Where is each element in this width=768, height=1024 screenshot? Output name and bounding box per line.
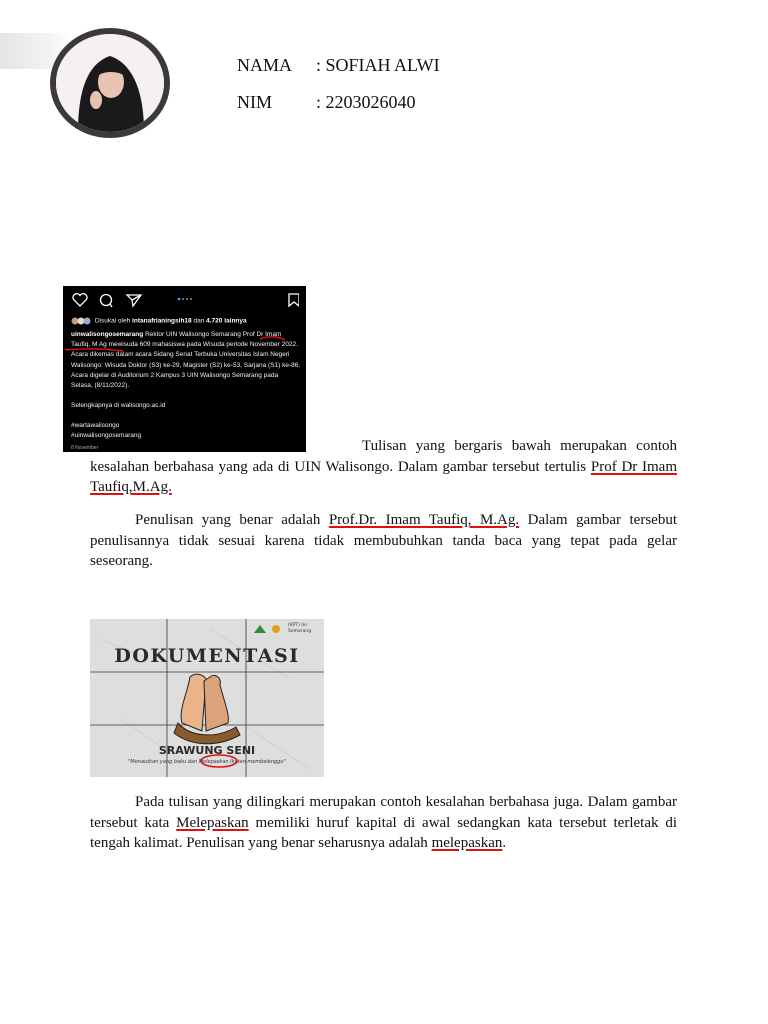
comment-icon (101, 295, 113, 308)
caption-body: Rektor UIN Walisongo Semarang Prof Dr Imam Taufiq, M Ag mewisuda 609 mahasiswa pada Wisuda periode November 2022. Acara dikemas dalam acara Sidang Senat Terbuka Universitas Islam Negeri Walisongo: Wisuda Doktor (S3) ke-29, Magister (S2) ke-53, Sarjana (S1) ke-86. Acara digelar di Auditorium 2 Kampus 3 UIN Walisongo Semarang pada Selasa, (8/11/2022). (71, 331, 301, 390)
hashtag-1: #wartawalisongo (71, 422, 120, 429)
caption-username: uinwalisongosemarang (71, 331, 144, 338)
underlined-word-correct: melepaskan (431, 835, 503, 851)
dokumentasi-poster (90, 619, 324, 777)
more-link: Selengkapnya di walisongo.ac.id (71, 402, 166, 409)
hashtag-2: #uinwalisongosemarang (71, 432, 142, 439)
likes-line: Disukai oleh intanafrianingsih18 dan 4.720 lainnya (71, 317, 247, 326)
name-value: : SOFIAH ALWI (316, 55, 440, 75)
bookmark-icon (289, 294, 299, 306)
instagram-action-bar (71, 292, 299, 308)
name-label: NAMA (237, 55, 293, 75)
underlined-word-capital: Melepaskan (176, 814, 249, 831)
hijab-person-illustration (56, 34, 164, 132)
name-row (237, 55, 440, 76)
paragraph-3: Pada tulisan yang dilingkari merupakan contoh kesalahan berbahasa juga. Dalam gambar tersebut kata Melepaskan memiliki huruf kapital di awal sedangkan kata tersebut terletak di tengah kalimat. Penulisan yang benar seharusnya adalah melepaskan. (90, 794, 678, 851)
carousel-dots-icon (178, 298, 193, 301)
profile-photo (50, 28, 170, 138)
heart-icon (73, 294, 87, 306)
poster-title: DOKUMENTASI (114, 645, 300, 667)
instagram-caption-screenshot (63, 286, 306, 452)
paragraph-2: Penulisan yang benar adalah Prof.Dr. Imam Taufiq, M.Ag. Dalam gambar tersebut penulisannya tidak sesuai karena tidak membubuhkan tanda baca yang tepat pada gelar seseorang. (90, 512, 677, 569)
share-icon (127, 295, 141, 306)
nim-row (237, 92, 416, 113)
nim-label: NIM (237, 92, 272, 112)
liker-avatars-icon (71, 317, 93, 325)
paragraph-1: Tulisan yang bergaris bawah merupakan contoh kesalahan berbahasa yang ada di UIN Walisongo. Dalam gambar tersebut tertulis Prof Dr Imam Taufiq,M.Ag. (90, 438, 677, 495)
underlined-wrong-title: Prof Dr Imam Taufiq,M.Ag. (90, 458, 677, 495)
caption-text (71, 330, 301, 391)
poster-subtitle: SRAWUNG SENI (158, 744, 256, 757)
post-date: 8 November (71, 445, 99, 451)
underlined-correct-title: Prof.Dr. Imam Taufiq, M.Ag. (328, 512, 520, 528)
nim-value: : 2203026040 (316, 92, 416, 112)
poster-org-text: (KPT) Ini Semarang (288, 623, 312, 634)
poster-quote: "Menautkan yang baku dan Melepaskan Ikatan membelenggu" (128, 759, 286, 765)
